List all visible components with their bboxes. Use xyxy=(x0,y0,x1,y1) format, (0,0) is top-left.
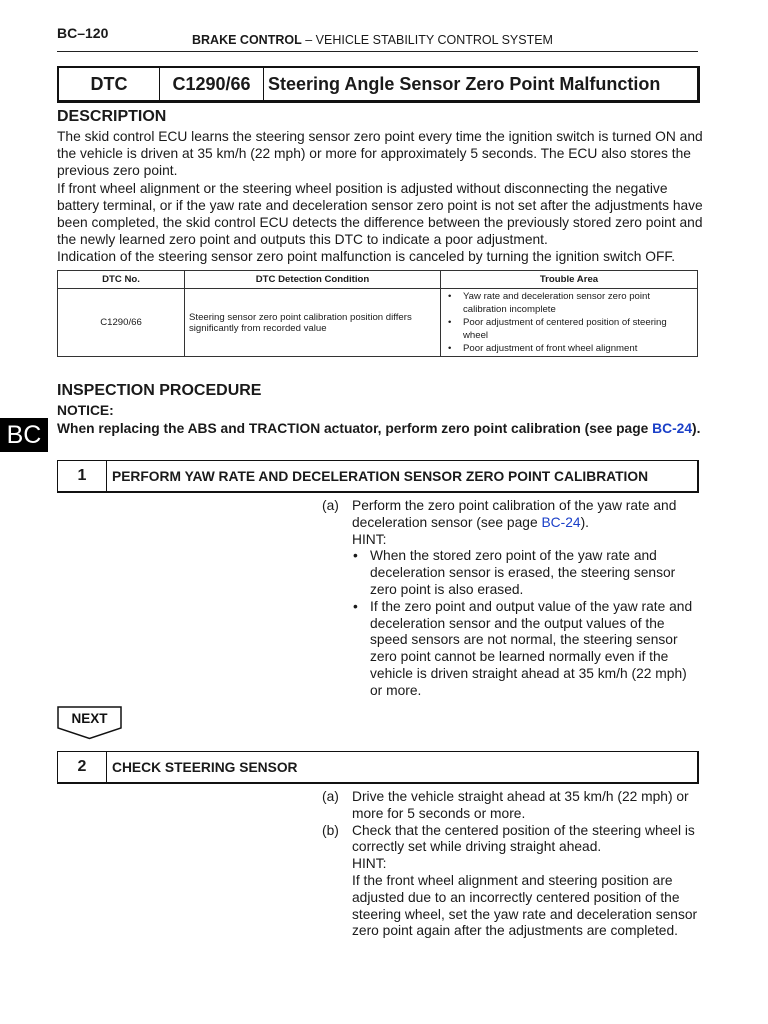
bullet-line: zero point is also erased. xyxy=(370,581,524,597)
item-line: Perform the zero point calibration of the yaw rate and xyxy=(352,498,677,513)
item-label: (b) xyxy=(322,822,339,838)
item-line: Drive the vehicle straight ahead at 35 km/h (22 mph) or xyxy=(352,789,689,804)
inspection-heading: INSPECTION PROCEDURE xyxy=(57,382,262,399)
bullet-line: deceleration sensor and the output values of the xyxy=(370,615,665,631)
table-header-dtc-no: DTC No. xyxy=(58,271,185,289)
item-text xyxy=(352,823,702,941)
bullet-text xyxy=(370,548,675,598)
item-label: (a) xyxy=(322,789,339,804)
hint-bullet xyxy=(352,599,702,700)
step-2-title: CHECK STEERING SENSOR xyxy=(112,759,298,775)
notice-text xyxy=(57,421,700,436)
running-header xyxy=(192,33,553,47)
dtc-table xyxy=(57,270,698,357)
hint-line: adjusted due to an incorrectly centered position of the xyxy=(352,889,680,905)
item-line: correctly set while driving straight ahead. xyxy=(352,839,602,855)
item-text xyxy=(352,498,702,700)
step-2-number: 2 xyxy=(58,752,107,782)
item-line: more for 5 seconds or more. xyxy=(352,805,526,821)
item-line: Check that the centered position of the steering wheel is xyxy=(352,822,695,838)
procedure-item-a xyxy=(322,789,702,823)
condition-line: significantly from recorded value xyxy=(189,322,327,334)
notice-body: When replacing the ABS and TRACTION actuator, perform zero point calibration (see page xyxy=(57,421,653,436)
next-button[interactable] xyxy=(57,706,123,740)
hint-label: HINT: xyxy=(352,531,387,547)
notice-page-link[interactable]: BC-24 xyxy=(652,421,693,436)
trouble-area-item xyxy=(445,342,693,355)
next-label: NEXT xyxy=(71,711,108,726)
hint-line: zero point again after the adjustments are completed. xyxy=(352,923,678,939)
step-2-box xyxy=(57,751,699,784)
description-line: previous zero point. xyxy=(57,163,178,179)
item-line xyxy=(352,515,702,532)
table-header-condition: DTC Detection Condition xyxy=(185,271,441,289)
section-tab: BC xyxy=(0,418,48,452)
bullet-line: If the zero point and output value of the yaw rate and xyxy=(370,598,693,614)
bullet-text xyxy=(370,599,692,700)
hint-line: If the front wheel alignment and steering position are xyxy=(352,872,673,888)
bullet-line: deceleration sensor is erased, the steering sensor xyxy=(370,565,676,581)
header-divider xyxy=(57,51,698,52)
trouble-area-line: • Yaw rate and deceleration sensor zero point xyxy=(463,291,651,302)
procedure-item-b xyxy=(322,823,702,941)
bullet-line: or more. xyxy=(370,682,422,698)
item-line-close: ). xyxy=(580,514,589,530)
bullet-line: speed sensors are not normal, the steering sensor xyxy=(370,632,678,648)
procedure-item-a xyxy=(322,498,702,700)
table-cell-dtc-no: C1290/66 xyxy=(58,289,185,357)
description-line: battery terminal, or if the yaw rate and deceleration sensor zero point is not set after the adjustments have xyxy=(57,197,703,213)
description-heading: DESCRIPTION xyxy=(57,108,167,125)
table-header-trouble-area: Trouble Area xyxy=(441,271,698,289)
dtc-code: C1290/66 xyxy=(160,68,264,100)
page-link-bc-24[interactable]: BC-24 xyxy=(541,514,581,530)
bullet-line: vehicle is driven straight ahead at 35 km/h (22 mph) xyxy=(370,665,687,681)
step-1-number: 1 xyxy=(58,461,107,491)
description-line: The skid control ECU learns the steering sensor zero point every time the ignition switch is turned ON and xyxy=(57,129,703,144)
dtc-title: Steering Angle Sensor Zero Point Malfunction xyxy=(268,73,661,94)
hint-label: HINT: xyxy=(352,856,387,872)
trouble-area-item xyxy=(445,290,693,316)
description-line: the newly learned zero point and outputs this DTC to indicate a poor adjustment. xyxy=(57,232,548,248)
step-1-box xyxy=(57,460,699,493)
trouble-area-line: • Poor adjustment of front wheel alignment xyxy=(463,343,638,354)
hint-line: steering wheel, set the yaw rate and deceleration sensor xyxy=(352,906,698,922)
dtc-label: DTC xyxy=(59,68,160,100)
trouble-area-line: wheel xyxy=(463,330,489,341)
table-cell-trouble-area xyxy=(441,289,698,357)
table-row xyxy=(58,289,698,357)
dtc-title-box xyxy=(57,66,700,103)
step-1-procedure xyxy=(322,498,702,700)
page-id: BC–120 xyxy=(57,25,109,41)
trouble-area-list xyxy=(445,290,693,355)
hint-bullet xyxy=(352,548,702,598)
trouble-area-item xyxy=(445,316,693,342)
step-1-title: PERFORM YAW RATE AND DECELERATION SENSOR ZERO POINT CALIBRATION xyxy=(112,468,649,484)
notice-label: NOTICE: xyxy=(57,403,114,418)
table-cell-condition xyxy=(185,289,441,357)
item-line-text: deceleration sensor (see page xyxy=(352,514,542,530)
bullet-line: When the stored zero point of the yaw rate and xyxy=(370,548,657,564)
trouble-area-line: • Poor adjustment of centered position of steering xyxy=(463,317,667,328)
description-line: If front wheel alignment or the steering wheel position is adjusted without disconnecting the negative xyxy=(57,180,668,196)
bullet-icon: • xyxy=(353,548,358,564)
header-separator: – xyxy=(305,33,313,47)
item-label: (a) xyxy=(322,498,339,513)
header-section-title: BRAKE CONTROL xyxy=(192,33,302,47)
description-body xyxy=(57,128,707,266)
description-line: the vehicle is driven at 35 km/h (22 mph) or more for approximately 5 seconds. The ECU also stores the xyxy=(57,146,691,162)
description-line: Indication of the steering sensor zero point malfunction is canceled by turning the ignition switch OFF. xyxy=(57,249,676,265)
bullet-icon: • xyxy=(353,598,358,614)
notice-close: ). xyxy=(692,421,701,436)
condition-line: Steering sensor zero point calibration position differs xyxy=(189,311,412,323)
description-line: been completed, the skid control ECU detects the difference between the previously stored zero point and xyxy=(57,215,703,231)
trouble-area-line: calibration incomplete xyxy=(463,304,556,315)
step-2-procedure xyxy=(322,789,702,940)
table-header-row xyxy=(58,271,698,289)
header-subsection-title: VEHICLE STABILITY CONTROL SYSTEM xyxy=(315,33,553,47)
item-text xyxy=(352,789,702,823)
bullet-line: zero point cannot be learned normally even if the xyxy=(370,649,669,665)
